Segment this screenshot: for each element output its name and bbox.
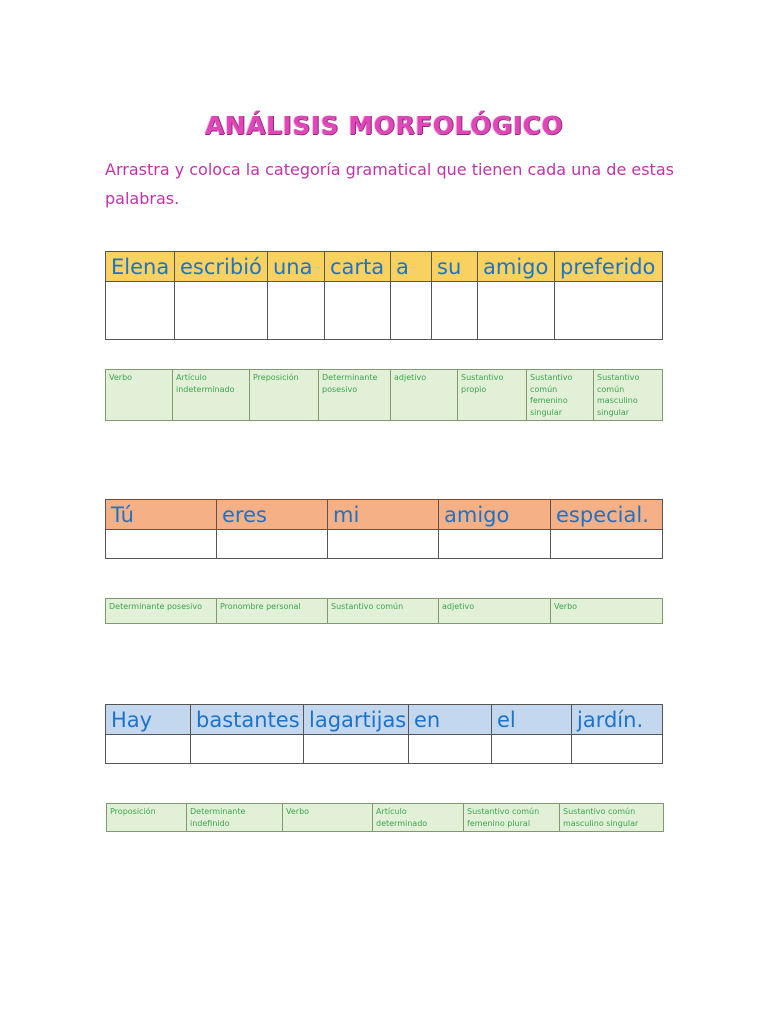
word-cell: escribió [175,252,268,282]
category-chip[interactable]: Determinante indefinido [187,804,283,832]
drop-zone[interactable] [268,282,325,340]
category-chip[interactable]: Determinante posesivo [106,599,217,624]
exercise-1-word-table [105,251,663,340]
category-chip[interactable]: Sustantivo común masculino singular [560,804,664,832]
category-chip[interactable]: Pronombre personal [217,599,328,624]
word-cell: en [409,705,492,735]
category-chip[interactable]: Sustantivo común [328,599,439,624]
drop-zone[interactable] [106,530,217,559]
word-cell: el [492,705,572,735]
word-cell: bastantes [191,705,304,735]
word-cell: Tú [106,500,217,530]
word-cell: lagartijas [304,705,409,735]
drop-zone[interactable] [439,530,551,559]
category-chip[interactable]: adjetivo [439,599,551,624]
word-cell: preferido [555,252,663,282]
word-cell: mi [328,500,439,530]
category-chip[interactable]: Sustantivo común masculino singular [594,370,663,421]
word-cell: jardín. [572,705,663,735]
word-cell: a [391,252,432,282]
drop-zone[interactable] [409,735,492,764]
category-chip[interactable]: Artículo indeterminado [173,370,250,421]
category-chip[interactable]: adjetivo [391,370,458,421]
drop-zone[interactable] [551,530,663,559]
exercise-2-category-bank [105,598,663,624]
drop-zone[interactable] [391,282,432,340]
category-chip[interactable]: Verbo [283,804,373,832]
drop-zone[interactable] [555,282,663,340]
page-title: ANÁLISIS MORFOLÓGICO [204,111,564,140]
instruction-text: Arrastra y coloca la categoría gramatical que tienen cada una de estas palabras. [105,160,674,208]
category-chip[interactable]: Artículo determinado [373,804,464,832]
word-cell: su [432,252,478,282]
category-chip[interactable]: Preposición [250,370,319,421]
word-cell: eres [217,500,328,530]
drop-zone[interactable] [492,735,572,764]
word-cell: Hay [106,705,191,735]
category-chip[interactable]: Verbo [106,370,173,421]
category-chip[interactable]: Sustantivo común femenino singular [527,370,594,421]
category-chip[interactable]: Proposición [107,804,187,832]
exercise-2-word-table [105,499,663,559]
category-chip[interactable]: Determinante posesivo [319,370,391,421]
drop-zone[interactable] [304,735,409,764]
drop-zone[interactable] [328,530,439,559]
word-cell: especial. [551,500,663,530]
exercise-3-word-table [105,704,663,764]
drop-zone[interactable] [106,282,175,340]
word-cell: una [268,252,325,282]
category-chip[interactable]: Sustantivo común femenino plural [464,804,560,832]
word-cell: Elena [106,252,175,282]
drop-zone[interactable] [191,735,304,764]
drop-zone[interactable] [572,735,663,764]
word-cell: amigo [478,252,555,282]
category-chip[interactable]: Sustantivo propio [458,370,527,421]
drop-zone[interactable] [478,282,555,340]
exercise-3-category-bank [106,803,664,832]
drop-zone[interactable] [325,282,391,340]
drop-zone[interactable] [217,530,328,559]
word-cell: amigo [439,500,551,530]
drop-zone[interactable] [175,282,268,340]
exercise-1-category-bank [105,369,663,421]
drop-zone[interactable] [106,735,191,764]
drop-zone[interactable] [432,282,478,340]
category-chip[interactable]: Verbo [551,599,663,624]
word-cell: carta [325,252,391,282]
